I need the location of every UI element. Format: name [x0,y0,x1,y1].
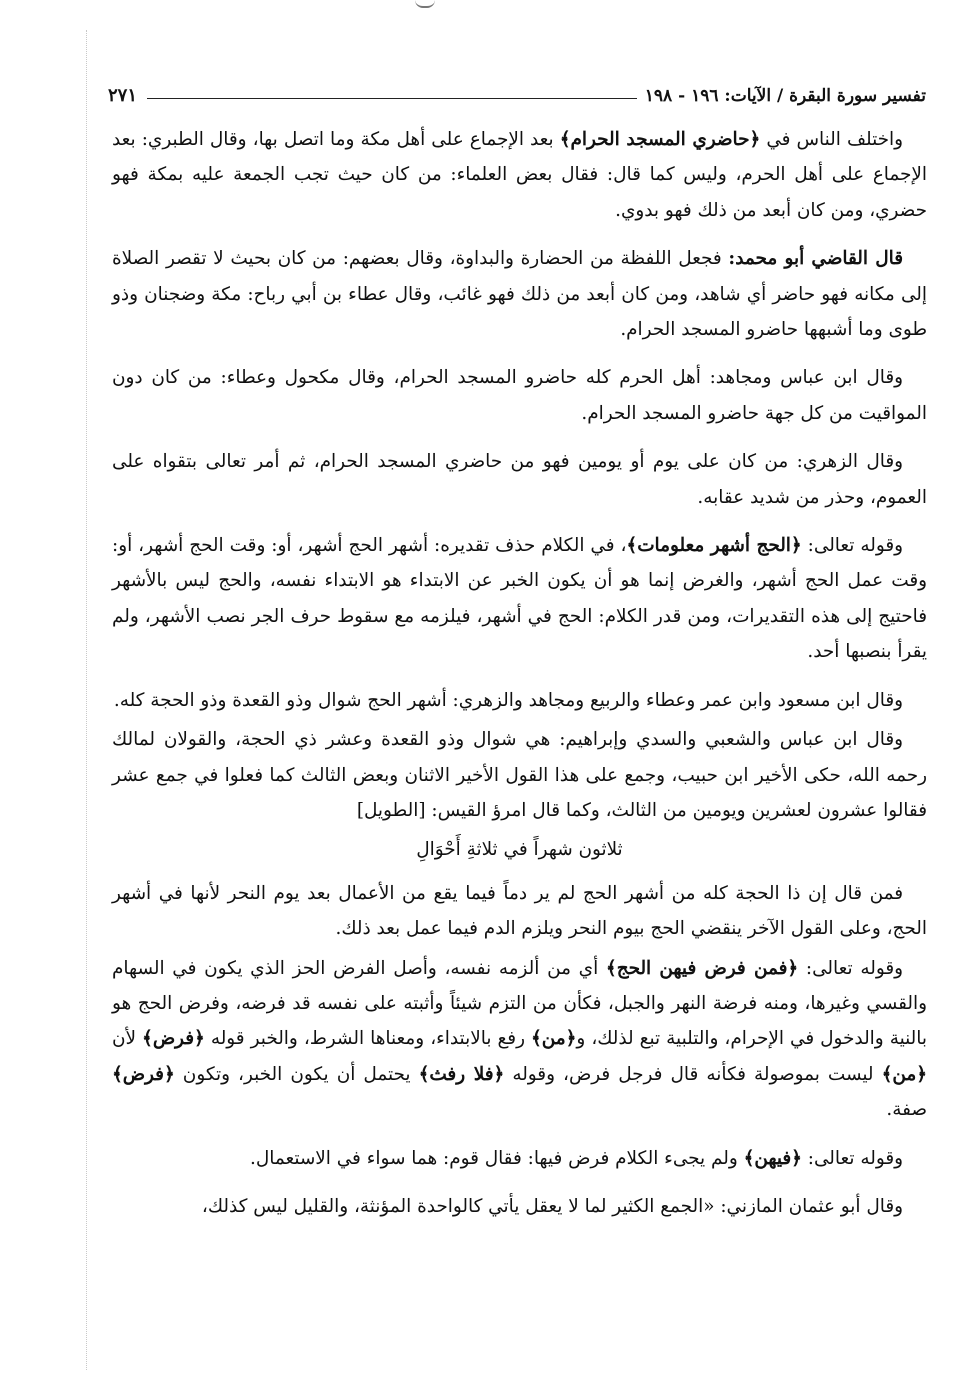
paragraph-3: وقال ابن عباس ومجاهد: أهل الحرم كله حاضرو المسجد الحرام، وقال مكحول وعطاء: من كان دون المواقيت من كل جهة حاضرو المسجد الحرام. [112,367,927,424]
quran-quote: ﴿فرض﴾ [142,1028,205,1050]
paragraph-7: وقال ابن عباس والشعبي والسدي وإبراهيم: هي شوال وذو القعدة وعشر ذي الحجة، والقولان لمالك رحمه الله، حكى الأخير ابن حبيب، وجمع على هذا القول الأخير الاثنان وبعض الثالث كما فعلوا في جمع عشر فقالوا عشرون لعشرين ويومين من الثالث، وكما قال امرؤ القيس: [الطويل] [112,729,927,821]
paragraph-1: واختلف الناس في ﴿حاضري المسجد الحرام﴾ بعد الإجماع على أهل مكة وما اتصل بها، وقال الطبري: بعد الإجماع على أهل الحرم، وليس كما قال: فقال بعض العلماء: من كان حيث تجب الجمعة عليه بمكة فهو حضري، ومن كان أبعد من ذلك فهو بدوي. [112,129,927,221]
quran-quote: ﴿فيهن﴾ [743,1147,802,1169]
page-body [112,122,927,1237]
paragraph-6: وقال ابن مسعود وابن عمر وعطاء والربيع ومجاهد والزهري: أشهر الحج شوال وذو القعدة وذو الحجة كله. [113,689,903,711]
quran-quote: ﴿الحج أشهر معلومات﴾ [626,535,802,557]
quran-quote: ﴿حاضري المسجد الحرام﴾ [559,129,761,150]
quran-quote: ﴿من﴾ [881,1063,928,1085]
quran-quote: ﴿فمن فرض فيهن الحج﴾ [605,957,799,979]
paragraph-10: وقوله تعالى: ﴿فيهن﴾ ولم يجىء الكلام فرض فيها: فقال قوم: هما سواء في الاستعمال. [250,1147,903,1169]
paragraph-5: وقوله تعالى: ﴿الحج أشهر معلومات﴾، في الكلام حذف تقديره: أشهر الحج أشهر، أو: وقت الحج أشهر، أو: وقت عمل الحج أشهر، والغرض إنما هو أن يكون الخبر عن الابتداء هو الابتداء نفسه، والحج ليس بالأشهر فاحتيج إلى هذه التقديرات، ومن قدر الكلام: الحج في أشهر، فيلزمه مع سقوط حرف الجر نصب الأشهر، ولم يقرأ بنصبها أحد. [112,535,927,663]
header-rule [147,98,637,99]
paragraph-2: قال القاضي أبو محمد: فجعل اللفظة من الحضارة والبداوة، وقال بعضهم: من كان بحيث لا تقصر الصلاة إلى مكانه فهو حاضر أي شاهد، ومن كان أبعد من ذلك فهو غائب، وقال عطاء بن أبي رباح: مكة وضجنان وذو طوى وما أشبهها حاضرو المسجد الحرام. [112,248,927,341]
paragraph-8: فمن قال إن ذا الحجة كله من أشهر الحج لم ير دماً فيما يقع من الأعمال بعد يوم النحر لأنها في أشهر الحج، وعلى القول الآخر ينقضي الحج بيوم النحر ويلزم الدم فيما عمل بعد ذلك. [112,882,927,940]
running-header [108,72,926,106]
header-title: تفسير سورة البقرة / الآيات: ١٩٦ - ١٩٨ [644,86,926,106]
quran-quote: ﴿فرض﴾ [112,1063,175,1085]
page-number: ٢٧١ [108,85,138,106]
paragraph-9: وقوله تعالى: ﴿فمن فرض فيهن الحج﴾ أي من ألزمه نفسه، وأصل الفرض الحز الذي يكون في السهام والقسي وغيرها، ومنه فرضة النهر والجبل، فكأن من التزم شيئاً وأثبته على نفسه قد فرضه، وفرض الحج هو بالنية والدخول في الإحرام، والتلبية تبع لذلك، و﴿من﴾ رفع بالابتداء، ومعناها الشرط، والخبر قوله ﴿فرض﴾ لأن ﴿من﴾ ليست بموصولة فكأنه قال فرجل فرض، وقوله ﴿فلا رفث﴾ يحتمل أن يكون الخبر، وتكون ﴿فرض﴾ صفة. [112,957,928,1121]
paragraph-11: وقال أبو عثمان المازني: «الجمع الكثير لما لا يعقل يأتي كالواحدة المؤنثة، والقليل ليس كذلك، [201,1195,903,1217]
speaker-label: قال القاضي أبو محمد: [728,248,903,270]
top-edge-mark [415,0,435,8]
quran-quote: ﴿من﴾ [531,1028,577,1050]
paragraph-4: وقال الزهري: من كان على يوم أو يومين فهو من حاضري المسجد الحرام، ثم أمر تعالى بتقواه على العموم، وحذر من شديد عقابه. [112,451,927,508]
poetry-verse: ثلاثون شهراً في ثلاثةِ أَحْوَالِ [416,839,623,861]
margin-dotted-line [86,30,88,1370]
quran-quote: ﴿فلا رفث﴾ [418,1063,505,1085]
